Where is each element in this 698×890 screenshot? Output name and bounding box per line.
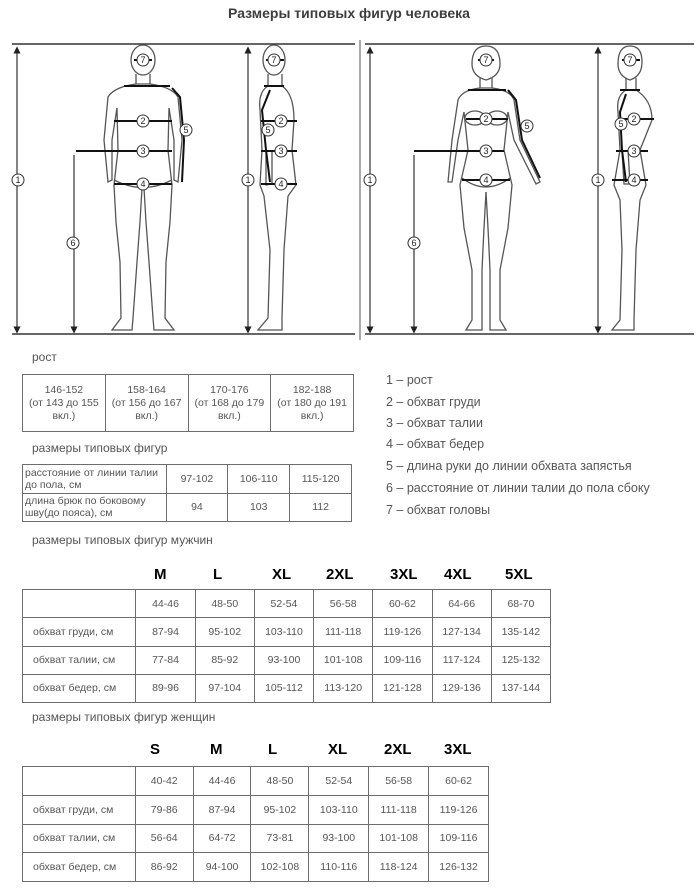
- table-row: [23, 646, 551, 674]
- table-cell: 103-110: [254, 618, 313, 646]
- marker-label: 7: [140, 55, 146, 65]
- size-letter: 3XL: [444, 741, 472, 758]
- size-letter: XL: [272, 566, 292, 583]
- table-cell: 109-116: [373, 646, 432, 674]
- table-cell: 111-118: [314, 618, 373, 646]
- size-letter: XL: [328, 741, 348, 758]
- table-cell: 89-96: [136, 674, 195, 702]
- marker-label: 4: [140, 179, 146, 189]
- table-cell: 94: [166, 493, 228, 522]
- table-row: [23, 767, 489, 796]
- size-cell: 48-50: [195, 590, 254, 618]
- table-cell: 129-136: [432, 674, 491, 702]
- page-title: Размеры типовых фигур человека: [228, 5, 470, 21]
- table-cell: 64-72: [193, 824, 251, 853]
- size-letter: 3XL: [390, 566, 418, 583]
- height-section-label: рост: [32, 350, 57, 364]
- legend-item: 1 – рост: [386, 373, 433, 387]
- height-range: 146-152: [44, 383, 84, 396]
- size-letter: S: [150, 741, 161, 758]
- marker-label: 2: [278, 116, 284, 126]
- height-range: 158-164: [127, 383, 166, 396]
- legend-item: 5 – длина руки до линии обхвата запястья: [386, 459, 632, 473]
- size-letter: 4XL: [444, 566, 472, 583]
- marker-label: 1: [367, 175, 373, 185]
- marker-label: 1: [15, 175, 21, 185]
- marker-label: 4: [483, 175, 489, 185]
- table-row: [23, 618, 551, 646]
- size-cell: 44-46: [193, 767, 251, 796]
- marker-label: 7: [483, 55, 489, 65]
- table-cell: 115-120: [290, 465, 352, 494]
- table-cell: 97-102: [166, 465, 228, 494]
- table-row: [23, 674, 551, 702]
- table-cell: 73-81: [251, 824, 309, 853]
- legend-item: 2 – обхват груди: [386, 395, 481, 409]
- table-cell: 97-104: [195, 674, 254, 702]
- height-cell: [271, 375, 354, 432]
- height-range: 170-176: [210, 383, 249, 396]
- women-size-table: [22, 766, 489, 882]
- table-cell: 112: [290, 493, 352, 522]
- marker-label: 6: [411, 238, 417, 248]
- size-cell: 60-62: [373, 590, 432, 618]
- table-cell: 137-144: [491, 674, 550, 702]
- size-letter: 2XL: [326, 566, 354, 583]
- legend-item: 3 – обхват талии: [386, 416, 483, 430]
- table-cell: 103-110: [309, 795, 369, 824]
- table-cell: 87-94: [193, 795, 251, 824]
- table-cell: 56-64: [135, 824, 193, 853]
- table-cell: 93-100: [309, 824, 369, 853]
- table-cell: 95-102: [251, 795, 309, 824]
- table-cell: 119-126: [373, 618, 432, 646]
- size-cell: 48-50: [251, 767, 309, 796]
- table-cell: 121-128: [373, 674, 432, 702]
- marker-label: 5: [618, 119, 624, 129]
- size-letter: 5XL: [505, 566, 533, 583]
- table-cell: 126-132: [429, 853, 489, 882]
- table-row: [23, 493, 352, 522]
- height-detail: (от 168 до 179 вкл.): [194, 396, 265, 422]
- legend-item: 4 – обхват бедер: [386, 437, 485, 451]
- row-label: обхват талии, см: [23, 824, 136, 853]
- figure-illustrations: [0, 26, 698, 346]
- table-cell: 79-86: [135, 795, 193, 824]
- size-cell: 44-46: [136, 590, 195, 618]
- height-cell: [105, 375, 188, 432]
- woman-side-figure: [612, 46, 652, 330]
- table-cell: 125-132: [491, 646, 550, 674]
- table-cell: 93-100: [254, 646, 313, 674]
- marker-label: 7: [271, 55, 277, 65]
- table-cell: 101-108: [314, 646, 373, 674]
- size-letter: M: [154, 566, 167, 583]
- table-cell: 111-118: [369, 795, 429, 824]
- marker-label: 3: [631, 146, 637, 156]
- size-cell: 64-66: [432, 590, 491, 618]
- table-cell: 127-134: [432, 618, 491, 646]
- table-cell: 85-92: [195, 646, 254, 674]
- marker-label: 4: [631, 175, 637, 185]
- legend-item: 7 – обхват головы: [386, 503, 491, 517]
- table-cell: 94-100: [193, 853, 251, 882]
- size-letter: L: [268, 741, 278, 758]
- table-cell: 101-108: [369, 824, 429, 853]
- table-row: [23, 375, 354, 432]
- table-cell: 86-92: [135, 853, 193, 882]
- table-cell: 119-126: [429, 795, 489, 824]
- height-detail: (от 156 до 167 вкл.): [111, 396, 182, 422]
- row-label: обхват бедер, см: [23, 853, 136, 882]
- marker-label: 5: [183, 125, 189, 135]
- typical-figures-table: [22, 464, 352, 522]
- row-label: обхват груди, см: [23, 795, 136, 824]
- height-range: 182-188: [292, 383, 332, 396]
- height-cell: [188, 375, 271, 432]
- table-row: [23, 795, 489, 824]
- size-cell: 40-42: [135, 767, 193, 796]
- table-cell: [23, 767, 136, 796]
- row-label: обхват груди, см: [23, 618, 136, 646]
- height-table: [22, 374, 354, 432]
- marker-label: 5: [524, 121, 530, 131]
- table-row: [23, 465, 352, 494]
- row-label: длина брюк по боковому шву(до пояса), см: [23, 493, 167, 522]
- typical-figures-label: размеры типовых фигур: [32, 441, 168, 455]
- size-cell: 60-62: [429, 767, 489, 796]
- size-letter: M: [210, 741, 223, 758]
- women-section-label: размеры типовых фигур женщин: [32, 710, 216, 724]
- table-cell: 103: [228, 493, 290, 522]
- table-row: [23, 853, 489, 882]
- row-label: расстояние от линии талии до пола, см: [23, 465, 167, 494]
- table-cell: 105-112: [254, 674, 313, 702]
- men-size-table: [22, 589, 551, 703]
- table-row: [23, 824, 489, 853]
- marker-label: 1: [595, 175, 601, 185]
- table-cell: 113-120: [314, 674, 373, 702]
- table-cell: 77-84: [136, 646, 195, 674]
- table-cell: [23, 590, 136, 618]
- row-label: обхват бедер, см: [23, 674, 136, 702]
- size-cell: 68-70: [491, 590, 550, 618]
- table-cell: 117-124: [432, 646, 491, 674]
- table-cell: 118-124: [369, 853, 429, 882]
- height-cell: [23, 375, 106, 432]
- table-cell: 95-102: [195, 618, 254, 646]
- table-row: [23, 590, 551, 618]
- marker-label: 2: [631, 114, 637, 124]
- height-detail: (от 180 до 191 вкл.): [277, 396, 347, 422]
- marker-label: 3: [278, 146, 284, 156]
- table-cell: 87-94: [136, 618, 195, 646]
- table-cell: 102-108: [251, 853, 309, 882]
- table-cell: 135-142: [491, 618, 550, 646]
- marker-label: 2: [483, 114, 489, 124]
- marker-label: 6: [70, 238, 76, 248]
- marker-label: 2: [140, 116, 146, 126]
- marker-label: 3: [140, 146, 146, 156]
- row-label: обхват талии, см: [23, 646, 136, 674]
- woman-front-figure: [448, 46, 540, 330]
- marker-label: 4: [278, 179, 284, 189]
- table-cell: 106-110: [228, 465, 290, 494]
- size-cell: 56-58: [369, 767, 429, 796]
- marker-label: 5: [265, 125, 271, 135]
- marker-label: 7: [627, 55, 633, 65]
- marker-label: 3: [483, 146, 489, 156]
- size-cell: 56-58: [314, 590, 373, 618]
- table-cell: 110-116: [309, 853, 369, 882]
- height-detail: (от 143 до 155 вкл.): [29, 396, 99, 422]
- table-cell: 109-116: [429, 824, 489, 853]
- legend-item: 6 – расстояние от линии талии до пола сбоку: [386, 481, 650, 495]
- marker-label: 1: [245, 175, 251, 185]
- men-section-label: размеры типовых фигур мужчин: [32, 533, 213, 547]
- size-letter: L: [213, 566, 223, 583]
- size-cell: 52-54: [309, 767, 369, 796]
- size-letter: 2XL: [384, 741, 412, 758]
- size-cell: 52-54: [254, 590, 313, 618]
